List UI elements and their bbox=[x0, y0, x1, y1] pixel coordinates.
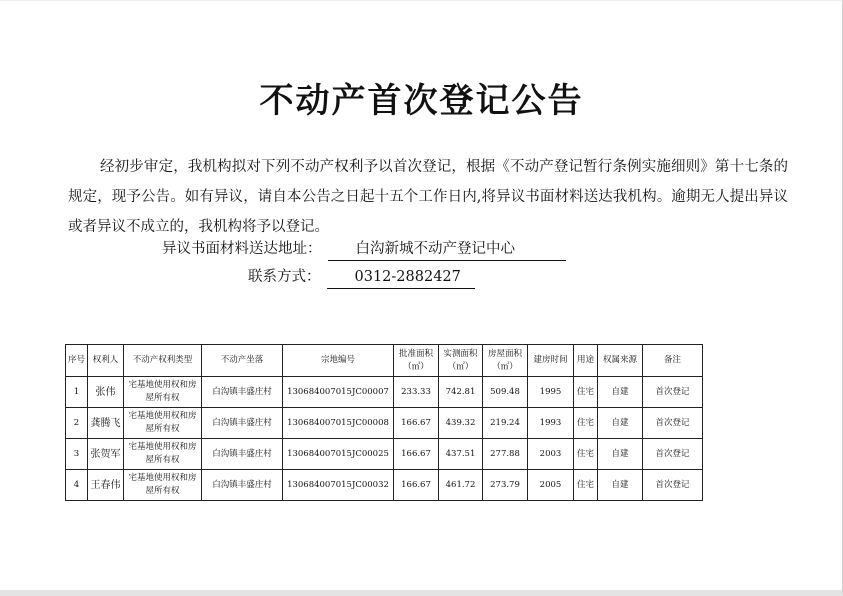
contact-value: 0312-2882427 bbox=[327, 266, 475, 289]
cell-seq: 3 bbox=[66, 439, 88, 470]
header-owner: 权利人 bbox=[88, 345, 124, 377]
cell-seq: 2 bbox=[66, 408, 88, 439]
cell-building-area: 219.24 bbox=[483, 408, 528, 439]
table-row bbox=[66, 470, 703, 501]
contact-label: 联系方式： bbox=[248, 269, 321, 285]
cell-remarks: 首次登记 bbox=[643, 439, 703, 470]
cell-seq: 1 bbox=[66, 377, 88, 408]
table-row bbox=[66, 408, 703, 439]
cell-owner: 张贺军 bbox=[88, 439, 124, 470]
cell-seq: 4 bbox=[66, 470, 88, 501]
cell-usage: 住宅 bbox=[574, 470, 598, 501]
cell-usage: 住宅 bbox=[574, 439, 598, 470]
cell-location: 白沟镇丰盛庄村 bbox=[202, 470, 283, 501]
header-approved-area: 批准面积（㎡） bbox=[394, 345, 439, 377]
page-title: 不动产首次登记公告 bbox=[259, 81, 584, 121]
header-build-year: 建房时间 bbox=[528, 345, 574, 377]
cell-build-year: 2005 bbox=[528, 470, 574, 501]
cell-approved-area: 233.33 bbox=[394, 377, 439, 408]
cell-usage: 住宅 bbox=[574, 377, 598, 408]
cell-approved-area: 166.67 bbox=[394, 439, 439, 470]
cell-owner: 张伟 bbox=[88, 377, 124, 408]
objection-address-line bbox=[162, 238, 566, 261]
cell-ownership-source: 自建 bbox=[598, 439, 643, 470]
cell-right-type: 宅基地使用权和房屋所有权 bbox=[124, 408, 202, 439]
cell-ownership-source: 自建 bbox=[598, 377, 643, 408]
cell-parcel-no: 130684007015JC00008 bbox=[283, 408, 394, 439]
cell-right-type: 宅基地使用权和房屋所有权 bbox=[124, 470, 202, 501]
cell-remarks: 首次登记 bbox=[643, 377, 703, 408]
table-header-row bbox=[66, 345, 703, 377]
header-usage: 用途 bbox=[574, 345, 598, 377]
cell-measured-area: 461.72 bbox=[439, 470, 483, 501]
cell-building-area: 509.48 bbox=[483, 377, 528, 408]
cell-approved-area: 166.67 bbox=[394, 408, 439, 439]
cell-parcel-no: 130684007015JC00032 bbox=[283, 470, 394, 501]
cell-ownership-source: 自建 bbox=[598, 408, 643, 439]
cell-remarks: 首次登记 bbox=[643, 470, 703, 501]
cell-build-year: 1993 bbox=[528, 408, 574, 439]
objection-address-label: 异议书面材料送达地址： bbox=[162, 241, 322, 257]
objection-address-value: 白沟新城不动产登记中心 bbox=[328, 238, 566, 261]
cell-measured-area: 742.81 bbox=[439, 377, 483, 408]
table-row bbox=[66, 377, 703, 408]
header-parcel-no: 宗地编号 bbox=[283, 345, 394, 377]
cell-measured-area: 437.51 bbox=[439, 439, 483, 470]
header-ownership-source: 权属来源 bbox=[598, 345, 643, 377]
announcement-body: 经初步审定，我机构拟对下列不动产权利予以首次登记，根据《不动产登记暂行条例实施细则》第十七条的规定，现予公告。如有异议，请自本公告之日起十五个工作日内,将异议书面材料送达我机构。逾期无人提出异议或者异议不成立的，我机构将予以登记。 bbox=[68, 159, 788, 235]
header-measured-area: 实测面积（㎡） bbox=[439, 345, 483, 377]
cell-location: 白沟镇丰盛庄村 bbox=[202, 377, 283, 408]
cell-ownership-source: 自建 bbox=[598, 470, 643, 501]
cell-right-type: 宅基地使用权和房屋所有权 bbox=[124, 377, 202, 408]
header-building-area: 房屋面积（㎡） bbox=[483, 345, 528, 377]
header-location: 不动产坐落 bbox=[202, 345, 283, 377]
cell-build-year: 1995 bbox=[528, 377, 574, 408]
cell-owner: 王春伟 bbox=[88, 470, 124, 501]
registration-table bbox=[65, 344, 703, 501]
cell-building-area: 273.79 bbox=[483, 470, 528, 501]
cell-owner: 龚腾飞 bbox=[88, 408, 124, 439]
cell-remarks: 首次登记 bbox=[643, 408, 703, 439]
contact-line bbox=[248, 266, 475, 289]
cell-location: 白沟镇丰盛庄村 bbox=[202, 439, 283, 470]
table-row bbox=[66, 439, 703, 470]
header-remarks: 备注 bbox=[643, 345, 703, 377]
cell-usage: 住宅 bbox=[574, 408, 598, 439]
header-right-type: 不动产权利类型 bbox=[124, 345, 202, 377]
cell-parcel-no: 130684007015JC00007 bbox=[283, 377, 394, 408]
cell-building-area: 277.88 bbox=[483, 439, 528, 470]
header-seq: 序号 bbox=[66, 345, 88, 377]
cell-right-type: 宅基地使用权和房屋所有权 bbox=[124, 439, 202, 470]
cell-build-year: 2003 bbox=[528, 439, 574, 470]
cell-parcel-no: 130684007015JC00025 bbox=[283, 439, 394, 470]
cell-location: 白沟镇丰盛庄村 bbox=[202, 408, 283, 439]
cell-measured-area: 439.32 bbox=[439, 408, 483, 439]
cell-approved-area: 166.67 bbox=[394, 470, 439, 501]
